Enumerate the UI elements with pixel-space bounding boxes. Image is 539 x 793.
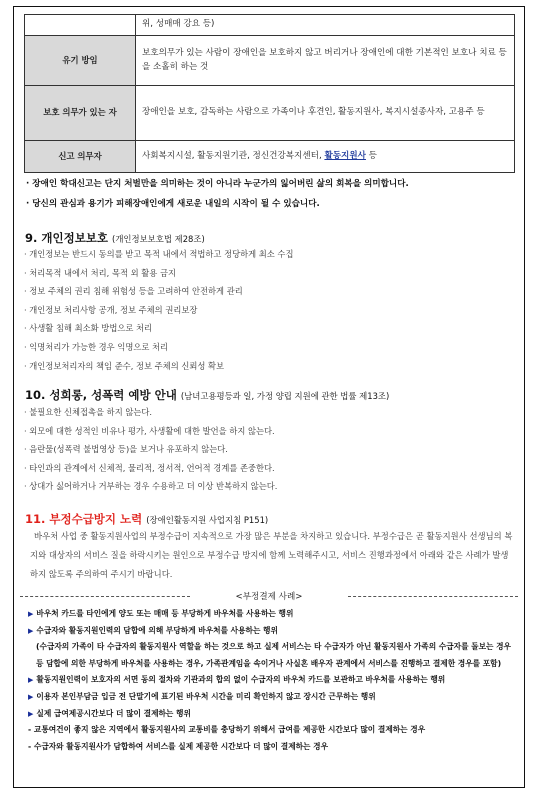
case-text: (수급자의 가족이 타 수급자의 활동지원사 역할을 하는 것으로 하고 실제 서비스는 타 수급자가 아닌 활동지원사 가족의 수급자를 돌보는 경우 등 담합에 의한 부당하게 바우처를 사용하는 경우, 가족관계임을 속이거나 사실혼 배우자 관계에서 서비스를 진행하고 결제한 경우를 포함) bbox=[36, 642, 511, 668]
case-item bbox=[28, 706, 516, 723]
list-item: · 상대가 싫어하거나 거부하는 경우 수용하고 더 이상 반복하지 않는다. bbox=[24, 481, 278, 492]
list-item: · 개인정보처리자의 책임 준수, 정보 주체의 신뢰성 확보 bbox=[24, 360, 225, 371]
triangle-bullet-icon: ▶ bbox=[28, 692, 34, 701]
case-text: 바우처 카드를 타인에게 양도 또는 매매 등 부당하게 바우처를 사용하는 행위 bbox=[36, 609, 294, 618]
case-item bbox=[28, 689, 516, 706]
table-row bbox=[25, 141, 515, 173]
row-label: 유기 방임 bbox=[25, 36, 136, 86]
dash-bullet: - bbox=[28, 725, 32, 735]
section-9-heading bbox=[25, 230, 205, 246]
section-11-heading bbox=[25, 511, 268, 527]
privacy-list bbox=[24, 245, 293, 375]
dash-bullet: - bbox=[28, 741, 32, 751]
dash-line-left bbox=[20, 596, 190, 597]
list-item: · 음란물(성폭력 불법영상 등)을 보거나 유포하지 않는다. bbox=[24, 444, 228, 455]
case-item bbox=[28, 672, 516, 689]
table-row bbox=[25, 15, 515, 36]
case-item bbox=[28, 739, 516, 756]
list-item: · 정보 주체의 권리 침해 위험성 등을 고려하여 안전하게 관리 bbox=[24, 286, 243, 297]
case-text: 수급자와 활동지원사가 담합하여 서비스를 실제 제공한 시간보다 더 많이 결제하는 경우 bbox=[33, 741, 328, 751]
case-item bbox=[28, 623, 516, 640]
highlight-helper: 활동지원사 bbox=[324, 150, 366, 161]
section-subtitle: (개인정보보호법 제28조) bbox=[112, 234, 205, 244]
list-item: · 외모에 대한 성적인 비유나 평가, 사생활에 대한 발언을 하지 않는다. bbox=[24, 425, 275, 436]
table-row bbox=[25, 36, 515, 86]
notice-line: · 장애인 학대신고는 단지 처벌만을 의미하는 것이 아니라 누군가의 잃어버린 삶의 회복을 의미합니다. bbox=[26, 179, 409, 189]
section-10-heading bbox=[25, 387, 389, 403]
fraud-cases-list bbox=[28, 606, 516, 755]
abuse-info-table bbox=[24, 14, 515, 173]
list-item: · 사생활 침해 최소화 방법으로 처리 bbox=[24, 323, 153, 334]
row-content: 위, 성매매 강요 등) bbox=[136, 15, 515, 36]
case-item bbox=[28, 639, 516, 672]
row-content: 장애인을 보호, 감독하는 사람으로 가족이나 후견인, 활동지원사, 복지시설종사자, 고용주 등 bbox=[136, 86, 515, 141]
list-item: · 개인정보 처리사항 공개, 정보 주체의 권리보장 bbox=[24, 304, 198, 315]
case-text: 교통여건이 좋지 않은 지역에서 활동지원사의 교통비를 충당하기 위해서 급여를 제공한 시간보다 많이 결제하는 경우 bbox=[33, 725, 426, 735]
row-content: 보호의무가 있는 사람이 장애인을 보호하지 않고 버리거나 장애인에 대한 기본적인 보호나 치료 등을 소홀히 하는 것 bbox=[136, 36, 515, 86]
list-item: · 개인정보는 반드시 동의를 받고 목적 내에서 적법하고 정당하게 최소 수집 bbox=[24, 249, 294, 259]
cases-divider bbox=[20, 590, 518, 602]
case-text: 활동지원인력이 보호자의 서면 동의 절차와 기관과의 합의 없이 수급자의 바우처 카드를 보관하고 바우처를 사용하는 행위 bbox=[36, 675, 446, 685]
list-item: · 불필요한 신체접촉을 하지 않는다. bbox=[24, 407, 153, 417]
list-item: · 익명처리가 가능한 경우 익명으로 처리 bbox=[24, 341, 169, 352]
triangle-bullet-icon: ▶ bbox=[28, 709, 34, 718]
reporter-suffix: 등 bbox=[365, 150, 377, 161]
row-label: 신고 의무자 bbox=[25, 141, 136, 173]
section-subtitle: (남녀고용평등과 일, 가정 양립 지원에 관한 법률 제13조) bbox=[180, 391, 390, 401]
table-row bbox=[25, 86, 515, 141]
section-title: 10. 성희롱, 성폭력 예방 안내 bbox=[25, 388, 177, 402]
list-item: · 처리목적 내에서 처리, 목적 외 활용 금지 bbox=[24, 267, 176, 278]
notice-line: · 당신의 관심과 용기가 피해장애인에게 새로운 내일의 시작이 될 수 있습니다. bbox=[26, 199, 320, 209]
case-text: 수급자와 활동지원인력의 담합에 의해 부당하게 바우처를 사용하는 행위 bbox=[36, 625, 278, 635]
section-title: 9. 개인정보보호 bbox=[25, 231, 109, 245]
row-label: 보호 의무가 있는 자 bbox=[25, 86, 136, 141]
row-label bbox=[25, 15, 136, 36]
section-subtitle: (장애인활동지원 사업지침 P151) bbox=[146, 515, 269, 525]
case-item bbox=[28, 606, 516, 623]
divider-label: <부정결제 사례> bbox=[235, 592, 303, 602]
triangle-bullet-icon: ▶ bbox=[28, 626, 34, 635]
list-item: · 타인과의 관계에서 신체적, 물리적, 정서적, 언어적 경계를 존중한다. bbox=[24, 462, 275, 473]
case-text: 이용자 본인부담금 입금 전 단말기에 표기된 바우처 시간을 미리 확인하지 않고 장시간 근무하는 행위 bbox=[36, 691, 376, 701]
section-title: 11. 부정수급방지 노력 bbox=[25, 512, 143, 526]
row-content bbox=[136, 141, 515, 173]
triangle-bullet-icon: ▶ bbox=[28, 676, 34, 685]
case-item bbox=[28, 722, 516, 739]
case-text: 실제 급여제공시간보다 더 많이 결제하는 행위 bbox=[36, 708, 191, 718]
dash-line-right bbox=[348, 596, 518, 597]
harassment-list bbox=[24, 403, 277, 496]
reporter-list: 사회복지시설, 활동지원기관, 정신건강복지센터, bbox=[142, 150, 325, 161]
triangle-bullet-icon: ▶ bbox=[28, 610, 34, 618]
fraud-paragraph: 바우처 사업 중 활동지원사업의 부정수급이 지속적으로 가장 많은 부분을 차지하고 있습니다. 부정수급은 곧 활동지원사 선생님의 복지와 대상자의 서비스 질을 하락시키는 원인으로 부정수급 방지에 함께 노력해주시고, 서비스 진행과정에서 아래와 같은 사례가 발생하지 않도록 주의하여 주시기 바랍니다. bbox=[30, 531, 513, 579]
